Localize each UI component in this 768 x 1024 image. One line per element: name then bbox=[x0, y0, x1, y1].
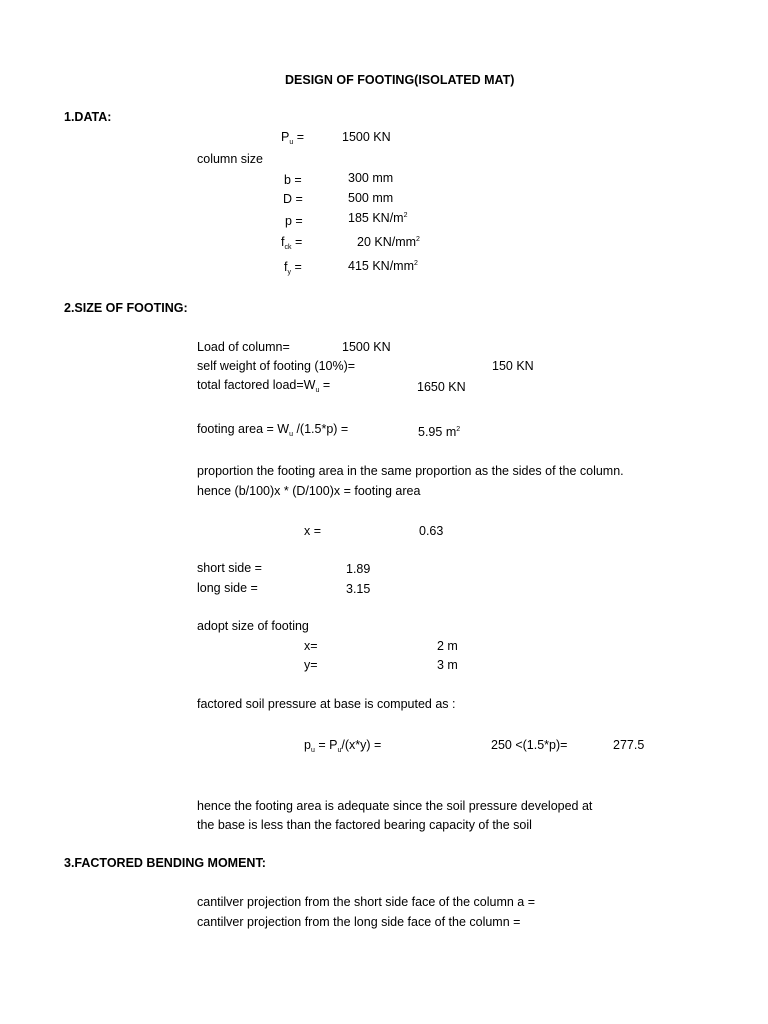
total-load-label-post: = bbox=[319, 378, 331, 392]
total-load-label bbox=[197, 379, 330, 392]
p-value bbox=[348, 212, 408, 225]
pu-symbol: P bbox=[281, 130, 290, 144]
long-side-label: long side = bbox=[197, 581, 258, 595]
adopt-label: adopt size of footing bbox=[197, 619, 309, 633]
adopt-x-label: x= bbox=[304, 639, 318, 653]
fy-eq: = bbox=[294, 260, 302, 274]
soil-pressure-label: factored soil pressure at base is computed as : bbox=[197, 697, 456, 711]
fck-unit-sup: 2 bbox=[416, 236, 420, 243]
proportion-line-1: proportion the footing area in the same proportion as the sides of the column. bbox=[197, 464, 624, 478]
total-load-label-pre: total factored load=W bbox=[197, 378, 316, 392]
fy-unit-sup: 2 bbox=[414, 260, 418, 267]
d-value: 500 mm bbox=[348, 191, 394, 205]
fy-value-text: 415 KN/mm bbox=[348, 259, 414, 273]
conclusion-line-1: hence the footing area is adequate since the soil pressure developed at bbox=[197, 799, 593, 813]
footing-area-label-pre: footing area = W bbox=[197, 422, 290, 436]
footing-area-label-sub: u bbox=[289, 431, 293, 438]
data-heading: 1.DATA: bbox=[64, 110, 112, 124]
load-of-column-value: 1500 KN bbox=[342, 340, 391, 354]
short-side-label: short side = bbox=[197, 561, 262, 575]
pu-calc-label bbox=[304, 739, 381, 752]
adopt-y-label: y= bbox=[304, 658, 318, 672]
p-value-text: 185 KN/m bbox=[348, 211, 404, 225]
x-calc-label: x = bbox=[304, 524, 322, 538]
moment-heading: 3.FACTORED BENDING MOMENT: bbox=[64, 856, 266, 870]
pu-calc-limit: 277.5 bbox=[613, 738, 645, 752]
pu-calc-p-sub: u bbox=[310, 747, 315, 754]
self-weight-value: 150 KN bbox=[492, 359, 534, 373]
pu-sub: u bbox=[289, 139, 294, 146]
column-size-label: column size bbox=[197, 152, 263, 166]
conclusion-line-2: the base is less than the factored bearing capacity of the soil bbox=[197, 818, 532, 832]
page-title: DESIGN OF FOOTING(ISOLATED MAT) bbox=[285, 73, 515, 87]
fy-symbol: f bbox=[284, 260, 288, 274]
pu-calc-mid: = P bbox=[314, 738, 338, 752]
fy-label bbox=[284, 261, 302, 274]
pu-calc-mid-sub: u bbox=[337, 747, 342, 754]
fy-sub: y bbox=[287, 269, 291, 276]
b-value: 300 mm bbox=[348, 171, 394, 185]
pu-calc-p: p bbox=[304, 738, 311, 752]
long-side-value: 3.15 bbox=[346, 582, 371, 596]
proportion-line-2: hence (b/100)x * (D/100)x = footing area bbox=[197, 484, 421, 498]
x-calc-value: 0.63 bbox=[419, 524, 444, 538]
pu-label bbox=[281, 131, 304, 144]
self-weight-label: self weight of footing (10%)= bbox=[197, 359, 356, 373]
cantilever-long-side: cantilver projection from the long side face of the column = bbox=[197, 915, 521, 929]
fck-sub: ck bbox=[284, 244, 292, 251]
d-label: D = bbox=[283, 192, 303, 206]
pu-value: 1500 KN bbox=[342, 130, 391, 144]
fck-label bbox=[281, 236, 302, 249]
adopt-x-value: 2 m bbox=[437, 639, 458, 653]
p-label: p = bbox=[285, 214, 303, 228]
pu-calc-post: /(x*y) = bbox=[341, 738, 382, 752]
adopt-y-value: 3 m bbox=[437, 658, 458, 672]
fy-value bbox=[348, 260, 418, 273]
footing-area-value-text: 5.95 bbox=[418, 425, 443, 439]
fck-symbol: f bbox=[281, 235, 285, 249]
b-label: b = bbox=[284, 173, 302, 187]
size-heading: 2.SIZE OF FOOTING: bbox=[64, 301, 188, 315]
p-unit-sup: 2 bbox=[403, 212, 408, 219]
pu-eq: = bbox=[296, 130, 305, 144]
load-of-column-label: Load of column= bbox=[197, 340, 290, 354]
footing-area-label-post: /(1.5*p) = bbox=[292, 422, 349, 436]
footing-area-label bbox=[197, 423, 348, 436]
footing-area-value bbox=[418, 426, 460, 439]
footing-area-unit: m bbox=[445, 425, 457, 439]
fck-eq: = bbox=[294, 235, 303, 249]
total-load-value: 1650 KN bbox=[417, 380, 466, 394]
fck-value-text: 20 KN/mm bbox=[357, 235, 417, 249]
total-load-label-sub: u bbox=[315, 387, 320, 394]
footing-area-unit-sup: 2 bbox=[456, 426, 461, 433]
short-side-value: 1.89 bbox=[346, 562, 371, 576]
cantilever-short-side: cantilver projection from the short side face of the column a = bbox=[197, 895, 536, 909]
pu-calc-value: 250 <(1.5*p)= bbox=[491, 738, 568, 752]
fck-value bbox=[357, 236, 420, 249]
